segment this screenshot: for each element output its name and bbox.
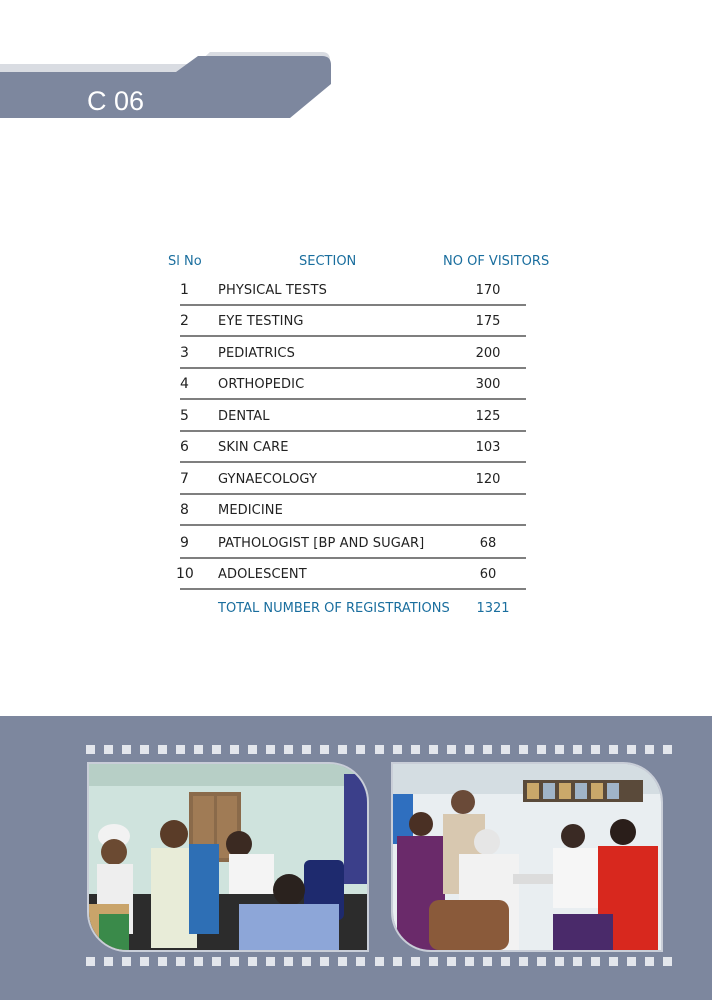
row-section: ADOLESCENT (218, 567, 307, 582)
row-section: EYE TESTING (218, 314, 304, 329)
row-number: 1 (180, 282, 189, 298)
section-header-tab (0, 44, 340, 124)
column-heading-sl-no: Sl No (168, 254, 202, 269)
column-heading-section: SECTION (299, 254, 357, 269)
row-divider (180, 461, 526, 463)
table-row (180, 370, 526, 400)
row-visitors: 170 (475, 283, 501, 298)
row-divider (180, 335, 526, 337)
row-visitors: 60 (479, 567, 497, 582)
row-divider (180, 304, 526, 306)
row-visitors: 103 (475, 440, 501, 455)
row-visitors: 200 (475, 346, 501, 361)
row-number: 3 (180, 345, 189, 361)
row-divider (180, 398, 526, 400)
row-section: SKIN CARE (218, 440, 289, 455)
section-code: C 06 (87, 86, 145, 116)
table-row (180, 465, 526, 495)
row-number: 9 (180, 535, 189, 551)
row-visitors: 68 (479, 536, 497, 551)
row-number: 7 (180, 471, 189, 487)
header-tab-shape (0, 44, 340, 124)
table-row (180, 496, 526, 526)
row-section: DENTAL (218, 409, 270, 424)
table-row (180, 402, 526, 432)
row-visitors: 300 (475, 377, 501, 392)
row-number: 6 (180, 439, 189, 455)
row-section: PATHOLOGIST [BP AND SUGAR] (218, 536, 425, 551)
row-section: MEDICINE (218, 503, 283, 518)
sprocket-row-top (86, 745, 672, 755)
row-divider (180, 588, 526, 590)
row-number: 10 (176, 566, 194, 582)
row-section: GYNAECOLOGY (218, 472, 317, 487)
row-divider (180, 367, 526, 369)
row-divider (180, 524, 526, 526)
column-heading-visitors: NO OF VISITORS (443, 254, 550, 269)
table-row (176, 560, 526, 590)
total-registrations-value: 1321 (476, 601, 510, 616)
row-divider (180, 493, 526, 495)
row-section: PHYSICAL TESTS (218, 283, 327, 298)
row-divider (180, 557, 526, 559)
table-row (180, 276, 526, 306)
table-row (180, 339, 526, 369)
row-number: 2 (180, 313, 189, 329)
total-registrations-label: TOTAL NUMBER OF REGISTRATIONS (218, 601, 450, 616)
sprocket-row-bottom (86, 957, 672, 967)
row-divider (180, 430, 526, 432)
row-visitors: 175 (475, 314, 501, 329)
row-section: PEDIATRICS (218, 346, 295, 361)
row-number: 5 (180, 408, 189, 424)
table-row (180, 433, 526, 463)
table-row (180, 307, 526, 337)
eye-camp-photo (87, 762, 369, 952)
registration-desk-photo (391, 762, 663, 952)
row-visitors: 125 (475, 409, 501, 424)
table-row (180, 529, 526, 559)
row-section: ORTHOPEDIC (218, 377, 305, 392)
row-number: 4 (180, 376, 189, 392)
row-number: 8 (180, 502, 189, 518)
row-visitors: 120 (475, 472, 501, 487)
